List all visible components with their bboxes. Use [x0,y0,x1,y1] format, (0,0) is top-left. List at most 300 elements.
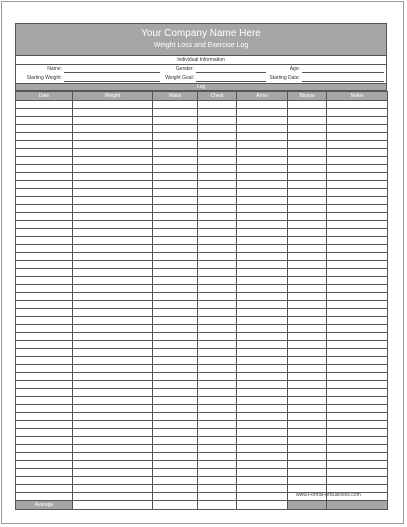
log-cell[interactable] [237,293,288,301]
log-cell[interactable] [153,157,198,165]
log-cell[interactable] [153,221,198,229]
log-cell[interactable] [198,325,237,333]
log-cell[interactable] [237,301,288,309]
log-cell[interactable] [237,261,288,269]
log-cell[interactable] [153,445,198,453]
log-cell[interactable] [73,245,153,253]
log-cell[interactable] [153,453,198,461]
log-cell[interactable] [153,405,198,413]
log-cell[interactable] [16,133,73,141]
log-cell[interactable] [16,485,73,493]
log-cell[interactable] [16,197,73,205]
log-cell[interactable] [16,109,73,117]
log-cell[interactable] [288,405,327,413]
log-cell[interactable] [73,221,153,229]
log-cell[interactable] [327,309,388,317]
log-cell[interactable] [237,173,288,181]
log-cell[interactable] [73,349,153,357]
log-cell[interactable] [198,413,237,421]
log-cell[interactable] [73,301,153,309]
log-cell[interactable] [153,213,198,221]
log-cell[interactable] [198,205,237,213]
log-cell[interactable] [288,261,327,269]
log-cell[interactable] [198,493,237,501]
log-cell[interactable] [198,285,237,293]
log-cell[interactable] [73,189,153,197]
log-cell[interactable] [16,229,73,237]
log-cell[interactable] [288,325,327,333]
log-cell[interactable] [237,381,288,389]
log-cell[interactable] [288,285,327,293]
log-cell[interactable] [198,341,237,349]
log-cell[interactable] [198,221,237,229]
log-cell[interactable] [153,133,198,141]
log-cell[interactable] [153,317,198,325]
log-cell[interactable] [73,109,153,117]
age-field[interactable] [302,72,384,73]
log-cell[interactable] [16,365,73,373]
log-cell[interactable] [327,293,388,301]
log-cell[interactable] [153,341,198,349]
log-cell[interactable] [73,309,153,317]
log-cell[interactable] [288,461,327,469]
log-cell[interactable] [327,197,388,205]
log-cell[interactable] [198,293,237,301]
log-cell[interactable] [237,205,288,213]
log-cell[interactable] [16,421,73,429]
log-cell[interactable] [73,253,153,261]
average-chest-cell[interactable] [198,501,237,510]
log-cell[interactable] [327,317,388,325]
log-cell[interactable] [73,197,153,205]
log-cell[interactable] [153,277,198,285]
log-cell[interactable] [153,181,198,189]
log-cell[interactable] [237,109,288,117]
log-cell[interactable] [198,301,237,309]
log-cell[interactable] [327,429,388,437]
log-cell[interactable] [73,277,153,285]
log-cell[interactable] [73,269,153,277]
log-cell[interactable] [237,213,288,221]
log-cell[interactable] [153,429,198,437]
log-cell[interactable] [327,461,388,469]
log-cell[interactable] [16,285,73,293]
log-cell[interactable] [288,157,327,165]
log-cell[interactable] [73,229,153,237]
log-cell[interactable] [153,285,198,293]
log-cell[interactable] [237,165,288,173]
log-cell[interactable] [237,461,288,469]
log-cell[interactable] [198,141,237,149]
log-cell[interactable] [198,125,237,133]
log-cell[interactable] [288,317,327,325]
log-cell[interactable] [237,429,288,437]
log-cell[interactable] [73,365,153,373]
log-cell[interactable] [327,365,388,373]
log-cell[interactable] [153,365,198,373]
log-cell[interactable] [288,293,327,301]
log-cell[interactable] [16,293,73,301]
log-cell[interactable] [16,389,73,397]
log-cell[interactable] [16,357,73,365]
log-cell[interactable] [198,269,237,277]
log-cell[interactable] [237,309,288,317]
log-cell[interactable] [198,245,237,253]
log-cell[interactable] [198,109,237,117]
log-cell[interactable] [237,413,288,421]
log-cell[interactable] [153,469,198,477]
log-cell[interactable] [327,213,388,221]
log-cell[interactable] [16,373,73,381]
log-cell[interactable] [153,477,198,485]
log-cell[interactable] [198,389,237,397]
log-cell[interactable] [153,301,198,309]
log-cell[interactable] [327,477,388,485]
log-cell[interactable] [153,189,198,197]
log-cell[interactable] [327,245,388,253]
log-cell[interactable] [327,381,388,389]
log-cell[interactable] [288,149,327,157]
log-cell[interactable] [237,349,288,357]
log-cell[interactable] [73,165,153,173]
log-cell[interactable] [153,357,198,365]
log-cell[interactable] [153,381,198,389]
log-cell[interactable] [16,157,73,165]
log-cell[interactable] [16,181,73,189]
log-cell[interactable] [327,349,388,357]
log-cell[interactable] [288,413,327,421]
log-cell[interactable] [288,237,327,245]
log-cell[interactable] [16,325,73,333]
log-cell[interactable] [153,413,198,421]
log-cell[interactable] [73,493,153,501]
log-cell[interactable] [16,493,73,501]
log-cell[interactable] [237,253,288,261]
log-cell[interactable] [73,341,153,349]
log-cell[interactable] [153,373,198,381]
log-cell[interactable] [16,453,73,461]
log-cell[interactable] [16,261,73,269]
log-cell[interactable] [237,141,288,149]
log-cell[interactable] [288,389,327,397]
log-cell[interactable] [237,269,288,277]
log-cell[interactable] [153,461,198,469]
log-cell[interactable] [198,189,237,197]
log-cell[interactable] [16,405,73,413]
log-cell[interactable] [327,157,388,165]
log-cell[interactable] [288,213,327,221]
log-cell[interactable] [73,117,153,125]
log-cell[interactable] [153,141,198,149]
log-cell[interactable] [153,333,198,341]
log-cell[interactable] [237,421,288,429]
log-cell[interactable] [237,245,288,253]
log-cell[interactable] [288,277,327,285]
log-cell[interactable] [288,253,327,261]
log-cell[interactable] [16,269,73,277]
log-cell[interactable] [327,205,388,213]
average-arms-cell[interactable] [237,501,288,510]
gender-field[interactable] [196,72,266,73]
log-cell[interactable] [288,117,327,125]
log-cell[interactable] [73,317,153,325]
log-cell[interactable] [153,173,198,181]
log-cell[interactable] [16,277,73,285]
log-cell[interactable] [288,141,327,149]
log-cell[interactable] [73,445,153,453]
log-cell[interactable] [327,141,388,149]
log-cell[interactable] [288,301,327,309]
log-cell[interactable] [16,397,73,405]
log-cell[interactable] [73,421,153,429]
log-cell[interactable] [73,413,153,421]
log-cell[interactable] [153,125,198,133]
log-cell[interactable] [153,165,198,173]
log-cell[interactable] [288,477,327,485]
log-cell[interactable] [198,461,237,469]
log-cell[interactable] [327,301,388,309]
log-cell[interactable] [153,149,198,157]
log-cell[interactable] [153,349,198,357]
log-cell[interactable] [153,437,198,445]
log-cell[interactable] [288,229,327,237]
log-cell[interactable] [16,341,73,349]
log-cell[interactable] [327,101,388,109]
log-cell[interactable] [288,189,327,197]
log-cell[interactable] [327,133,388,141]
log-cell[interactable] [73,469,153,477]
log-cell[interactable] [288,165,327,173]
log-cell[interactable] [237,317,288,325]
log-cell[interactable] [73,477,153,485]
log-cell[interactable] [327,413,388,421]
log-cell[interactable] [153,421,198,429]
log-cell[interactable] [288,381,327,389]
log-cell[interactable] [198,165,237,173]
log-cell[interactable] [16,333,73,341]
log-cell[interactable] [153,397,198,405]
log-cell[interactable] [16,117,73,125]
log-cell[interactable] [327,149,388,157]
log-cell[interactable] [288,445,327,453]
log-cell[interactable] [73,157,153,165]
log-cell[interactable] [327,285,388,293]
log-cell[interactable] [16,429,73,437]
log-cell[interactable] [16,461,73,469]
log-cell[interactable] [327,357,388,365]
log-cell[interactable] [288,429,327,437]
log-cell[interactable] [237,341,288,349]
log-cell[interactable] [198,333,237,341]
log-cell[interactable] [288,109,327,117]
log-cell[interactable] [16,141,73,149]
log-cell[interactable] [327,437,388,445]
log-cell[interactable] [73,133,153,141]
log-cell[interactable] [237,277,288,285]
log-cell[interactable] [198,317,237,325]
log-cell[interactable] [288,421,327,429]
log-cell[interactable] [73,485,153,493]
log-cell[interactable] [288,101,327,109]
weight-goal-field[interactable] [196,81,266,82]
log-cell[interactable] [73,453,153,461]
log-cell[interactable] [237,181,288,189]
log-cell[interactable] [153,485,198,493]
log-cell[interactable] [16,437,73,445]
log-cell[interactable] [327,277,388,285]
log-cell[interactable] [327,189,388,197]
log-cell[interactable] [153,253,198,261]
log-cell[interactable] [237,189,288,197]
log-cell[interactable] [153,245,198,253]
log-cell[interactable] [153,309,198,317]
log-cell[interactable] [327,333,388,341]
log-cell[interactable] [198,365,237,373]
log-cell[interactable] [327,269,388,277]
average-waist-cell[interactable] [153,501,198,510]
log-cell[interactable] [327,325,388,333]
log-cell[interactable] [288,357,327,365]
log-cell[interactable] [198,469,237,477]
log-cell[interactable] [288,349,327,357]
log-cell[interactable] [16,469,73,477]
log-cell[interactable] [73,461,153,469]
log-cell[interactable] [198,485,237,493]
log-cell[interactable] [327,181,388,189]
log-cell[interactable] [198,397,237,405]
log-cell[interactable] [288,221,327,229]
log-cell[interactable] [153,325,198,333]
log-cell[interactable] [237,197,288,205]
log-cell[interactable] [73,173,153,181]
starting-weight-field[interactable] [64,81,160,82]
log-cell[interactable] [288,373,327,381]
log-cell[interactable] [153,229,198,237]
log-cell[interactable] [288,205,327,213]
log-cell[interactable] [327,405,388,413]
log-cell[interactable] [198,445,237,453]
log-cell[interactable] [198,181,237,189]
log-cell[interactable] [237,405,288,413]
log-cell[interactable] [327,397,388,405]
log-cell[interactable] [198,173,237,181]
log-cell[interactable] [237,125,288,133]
log-cell[interactable] [237,365,288,373]
log-cell[interactable] [237,477,288,485]
log-cell[interactable] [237,389,288,397]
log-cell[interactable] [237,373,288,381]
log-cell[interactable] [237,469,288,477]
log-cell[interactable] [237,333,288,341]
log-cell[interactable] [198,253,237,261]
log-cell[interactable] [288,181,327,189]
log-cell[interactable] [16,165,73,173]
log-cell[interactable] [198,477,237,485]
log-cell[interactable] [73,141,153,149]
log-cell[interactable] [16,381,73,389]
log-cell[interactable] [153,197,198,205]
log-cell[interactable] [327,165,388,173]
log-cell[interactable] [327,109,388,117]
log-cell[interactable] [73,389,153,397]
log-cell[interactable] [327,117,388,125]
log-cell[interactable] [327,421,388,429]
log-cell[interactable] [73,149,153,157]
log-cell[interactable] [16,213,73,221]
log-cell[interactable] [16,237,73,245]
log-cell[interactable] [198,421,237,429]
log-cell[interactable] [288,397,327,405]
log-cell[interactable] [237,493,288,501]
log-cell[interactable] [198,357,237,365]
log-cell[interactable] [327,125,388,133]
log-cell[interactable] [73,101,153,109]
log-cell[interactable] [73,373,153,381]
log-cell[interactable] [16,301,73,309]
log-cell[interactable] [237,117,288,125]
log-cell[interactable] [198,157,237,165]
log-cell[interactable] [198,149,237,157]
log-cell[interactable] [73,213,153,221]
log-cell[interactable] [237,437,288,445]
log-cell[interactable] [198,197,237,205]
log-cell[interactable] [73,397,153,405]
log-cell[interactable] [153,293,198,301]
log-cell[interactable] [73,181,153,189]
starting-date-field[interactable] [302,81,384,82]
log-cell[interactable] [153,269,198,277]
log-cell[interactable] [73,405,153,413]
log-cell[interactable] [16,445,73,453]
log-cell[interactable] [153,389,198,397]
log-cell[interactable] [16,205,73,213]
log-cell[interactable] [198,133,237,141]
average-weight-cell[interactable] [73,501,153,510]
log-cell[interactable] [153,109,198,117]
log-cell[interactable] [73,429,153,437]
log-cell[interactable] [237,357,288,365]
log-cell[interactable] [327,173,388,181]
log-cell[interactable] [288,341,327,349]
log-cell[interactable] [16,309,73,317]
log-cell[interactable] [237,133,288,141]
log-cell[interactable] [327,341,388,349]
log-cell[interactable] [16,221,73,229]
log-cell[interactable] [198,101,237,109]
log-cell[interactable] [237,445,288,453]
log-cell[interactable] [288,133,327,141]
log-cell[interactable] [73,437,153,445]
log-cell[interactable] [237,221,288,229]
log-cell[interactable] [198,349,237,357]
log-cell[interactable] [153,237,198,245]
log-cell[interactable] [288,437,327,445]
log-cell[interactable] [288,125,327,133]
log-cell[interactable] [237,149,288,157]
log-cell[interactable] [16,149,73,157]
log-cell[interactable] [16,189,73,197]
log-cell[interactable] [198,405,237,413]
log-cell[interactable] [237,157,288,165]
log-cell[interactable] [153,261,198,269]
log-cell[interactable] [198,261,237,269]
log-cell[interactable] [73,285,153,293]
log-cell[interactable] [198,277,237,285]
log-cell[interactable] [73,205,153,213]
log-cell[interactable] [237,101,288,109]
log-cell[interactable] [16,477,73,485]
log-cell[interactable] [198,453,237,461]
